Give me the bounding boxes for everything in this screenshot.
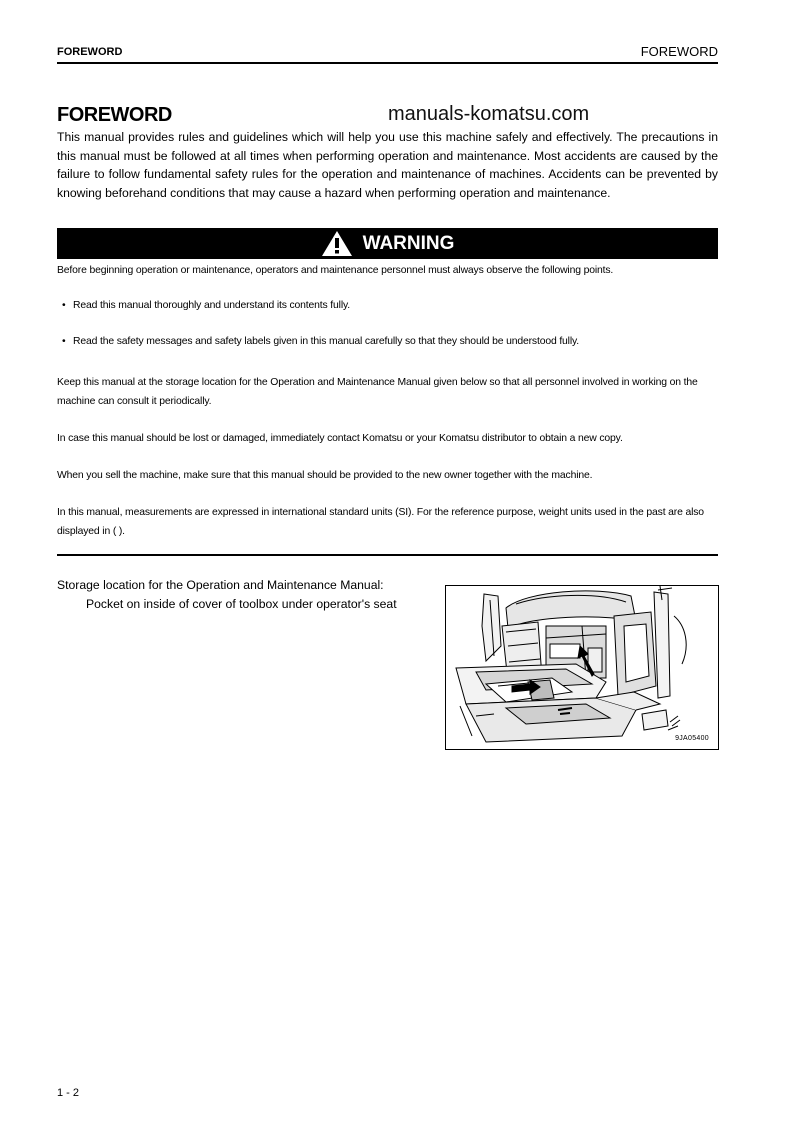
header-section-left: FOREWORD: [57, 46, 123, 58]
lost-manual-paragraph: In case this manual should be lost or damaged, immediately contact Komatsu or your Komatsu distributor to obtain a new copy.: [57, 433, 623, 444]
bullet-item: Read this manual thoroughly and understand its contents fully.: [73, 300, 351, 311]
warning-triangle-icon: [321, 230, 353, 257]
intro-paragraph: This manual provides rules and guidelines which will help you use this machine safely and effectively. The precautions in this manual must be followed at all times when performing operation and maintenance. Most accidents are caused by the failure to follow fundamental safety rules for the operation and maintenance of machines. Accidents can be prevented by knowing beforehand conditions that may cause a hazard when performing operation and maintenance.: [57, 130, 718, 200]
warning-label: WARNING: [362, 232, 455, 254]
storage-location-text: Pocket on inside of cover of toolbox under operator's seat: [86, 597, 397, 611]
bullet-item: Read the safety messages and safety labels given in this manual carefully so that they should be understood fully.: [73, 336, 580, 347]
storage-location-label: Storage location for the Operation and Maintenance Manual:: [57, 578, 384, 592]
page-number: 1 - 2: [57, 1087, 80, 1099]
warning-banner: [57, 228, 718, 259]
bullet-marker: •: [62, 336, 66, 347]
watermark-text: manuals-komatsu.com: [388, 103, 590, 125]
header-section-right: FOREWORD: [640, 44, 718, 59]
sell-machine-paragraph: When you sell the machine, make sure that this manual should be provided to the new owner together with the machine.: [57, 470, 593, 481]
figure-code: 9JA05400: [675, 735, 709, 742]
bullet-marker: •: [62, 300, 66, 311]
operator-seat-toolbox-illustration: [446, 586, 718, 749]
keep-manual-paragraph: Keep this manual at the storage location for the Operation and Maintenance Manual given below so that all personnel involved in working on the machine can consult it periodically.: [57, 377, 698, 407]
storage-location-figure: [445, 585, 719, 750]
page-title: FOREWORD: [57, 104, 172, 126]
units-paragraph: In this manual, measurements are expressed in international standard units (SI). For the reference purpose, weight units used in the past are also displayed in ( ).: [57, 507, 704, 537]
section-rule: [57, 554, 718, 556]
warning-lead: Before beginning operation or maintenance, operators and maintenance personnel must always observe the following points.: [57, 265, 614, 276]
header-rule: [57, 62, 718, 64]
